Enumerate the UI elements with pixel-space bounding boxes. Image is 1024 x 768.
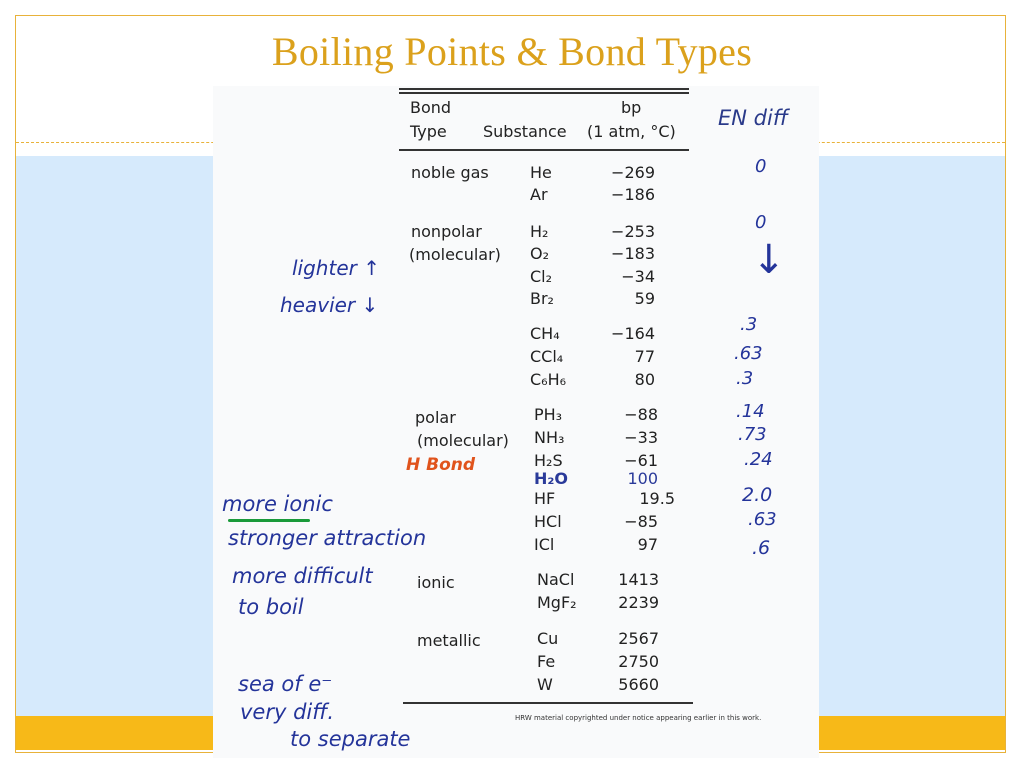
green-underline — [228, 519, 310, 522]
bp-cell: −61 — [624, 451, 658, 470]
slide-title: Boiling Points & Bond Types — [271, 29, 753, 74]
bp-cell: −269 — [611, 163, 655, 182]
en-value: .73 — [738, 424, 767, 445]
bp-cell: 2239 — [618, 593, 659, 612]
table-top-rule-2 — [399, 92, 689, 94]
header-bond: Bond — [410, 98, 452, 117]
bond-type-label: (molecular) — [417, 431, 509, 450]
substance-cell: Fe — [537, 652, 556, 671]
en-value: .14 — [736, 401, 765, 422]
to-boil-note: to boil — [238, 595, 304, 619]
en-value: .63 — [748, 509, 777, 530]
bp-cell: −85 — [624, 512, 658, 531]
bp-cell: 77 — [634, 347, 655, 366]
substance-cell: H₂S — [534, 451, 563, 470]
bp-cell: 100 — [627, 469, 658, 488]
en-value: .6 — [752, 537, 771, 559]
bond-type-label: ionic — [417, 573, 455, 592]
bp-cell: −253 — [611, 222, 655, 241]
en-value: .3 — [740, 314, 758, 335]
bp-cell: 97 — [637, 535, 658, 554]
en-diff-header: EN diff — [718, 106, 788, 130]
bp-cell: −164 — [611, 324, 655, 343]
bp-cell: 1413 — [618, 570, 659, 589]
bp-cell: 2567 — [618, 629, 659, 648]
sea-of-electrons-note: sea of e⁻ — [238, 672, 333, 696]
substance-cell: CH₄ — [530, 324, 560, 343]
bp-cell: 80 — [634, 370, 655, 389]
bond-type-label: metallic — [417, 631, 481, 650]
bp-cell: −186 — [611, 185, 655, 204]
to-separate-note: to separate — [290, 727, 411, 751]
substance-cell: NaCl — [537, 570, 575, 589]
substance-cell: O₂ — [530, 244, 550, 263]
bond-type-label: (molecular) — [409, 245, 501, 264]
en-value: .24 — [744, 449, 773, 470]
down-arrow-icon: ↓ — [752, 237, 786, 283]
bp-cell: 2750 — [618, 652, 659, 671]
table-top-rule — [399, 88, 689, 90]
substance-cell: Cl₂ — [530, 267, 553, 286]
en-value: .63 — [734, 343, 763, 364]
stronger-attraction-note: stronger attraction — [228, 526, 427, 550]
copyright-note: HRW material copyrighted under notice appearing earlier in this work. — [515, 714, 762, 722]
en-value: 0 — [755, 156, 767, 177]
substance-cell: Cu — [537, 629, 559, 648]
header-type: Type — [410, 122, 447, 141]
bp-cell: 19.5 — [639, 489, 675, 508]
header-substance: Substance — [483, 122, 567, 141]
en-value: .3 — [736, 368, 754, 389]
substance-cell: PH₃ — [534, 405, 563, 424]
bp-cell: 59 — [634, 289, 655, 308]
substance-cell: H₂ — [530, 222, 549, 241]
en-value: 0 — [755, 212, 767, 233]
substance-cell: W — [537, 675, 553, 694]
header-bp-units: (1 atm, °C) — [587, 122, 676, 141]
substance-cell: ICl — [534, 535, 555, 554]
en-value: 2.0 — [742, 484, 773, 506]
substance-cell: MgF₂ — [537, 593, 577, 612]
substance-cell: Br₂ — [530, 289, 554, 308]
substance-cell: H₂O — [534, 469, 568, 488]
header-bp: bp — [621, 98, 642, 117]
substance-cell: HCl — [534, 512, 562, 531]
bp-cell: −34 — [621, 267, 655, 286]
substance-cell: He — [530, 163, 552, 182]
bp-cell: −88 — [624, 405, 658, 424]
scanned-page — [213, 86, 819, 758]
h-bond-note: H Bond — [406, 455, 476, 475]
very-diff-note: very diff. — [240, 700, 335, 724]
substance-cell: C₆H₆ — [530, 370, 567, 389]
header-rule — [399, 149, 689, 151]
substance-cell: Ar — [530, 185, 548, 204]
heavier-note: heavier ↓ — [280, 293, 379, 317]
substance-cell: NH₃ — [534, 428, 565, 447]
bond-type-label: polar — [415, 408, 456, 427]
bp-cell: −183 — [611, 244, 655, 263]
bp-cell: −33 — [624, 428, 658, 447]
bond-type-label: nonpolar — [411, 222, 482, 241]
table-bottom-rule — [403, 702, 693, 704]
more-ionic-note: more ionic — [222, 492, 333, 516]
substance-cell: CCl₄ — [530, 347, 564, 366]
bp-cell: 5660 — [618, 675, 659, 694]
more-difficult-note: more difficult — [232, 564, 373, 588]
bond-type-label: noble gas — [411, 163, 489, 182]
substance-cell: HF — [534, 489, 556, 508]
lighter-note: lighter ↑ — [292, 256, 380, 280]
